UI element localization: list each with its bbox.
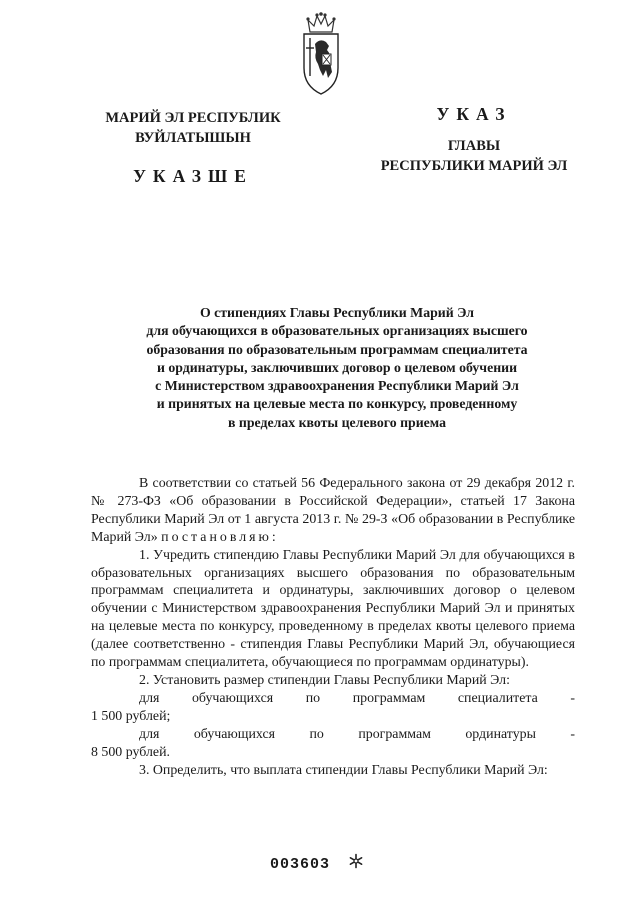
header-right-head: ГЛАВЫ xyxy=(447,138,501,154)
title-line: и ординатуры, заключивших договор о целевом обучении xyxy=(156,359,518,375)
header-left-head: ВУЙЛАТЫШЫН xyxy=(135,130,251,146)
title-line: с Министерством здравоохранения Республики Марий Эл xyxy=(155,378,519,394)
header-right xyxy=(358,104,590,176)
header-left-republic: МАРИЙ ЭЛ РЕСПУБЛИК xyxy=(105,110,281,126)
item-2b-line: для обучающихся по программам ординатуры - xyxy=(139,726,575,742)
header-left-decree: УКАЗШЕ xyxy=(133,166,253,186)
decree-body xyxy=(91,475,575,779)
item-3-paragraph: 3. Определить, что выплата стипендии Главы Республики Марий Эл: xyxy=(139,762,548,778)
item-1-paragraph: 1. Учредить стипендию Главы Республики Марий Эл для обучающихся в образовательных организациях высшего образования по образовательным программам специалитета и ординатуры, заключивших договор о целевом обучении с Министерством здравоохранения Республики Марий Эл и принятых на целевые места по конкурсу, проведенному в пределах квоты целевого приема (далее соответственно - стипендия Главы Республики Марий Эл, обучающиеся по программам специалитета, обучающиеся по программам ординатуры). xyxy=(91,547,575,671)
title-line: О стипендиях Главы Республики Марий Эл xyxy=(199,305,475,320)
item-2a-amount: 1 500 рублей; xyxy=(91,708,171,724)
preamble-text: В соответствии со статьей 56 Федерального закона от 29 декабря 2012 г. № 273-ФЗ «Об образовании в Российской Федерации», статьей 17 Закона Республики Марий Эл от 1 августа 2013 г. № 29-З «Об образовании в Республике Марий Эл» xyxy=(91,476,575,545)
header-right-decree: УКАЗ xyxy=(436,104,512,124)
decree-title xyxy=(104,304,570,432)
item-2-paragraph: 2. Установить размер стипендии Главы Республики Марий Эл: xyxy=(139,672,510,688)
item-2a-line: для обучающихся по программам специалитета - xyxy=(139,690,575,706)
serial-number: 003603 xyxy=(270,856,331,873)
header-left xyxy=(88,108,298,186)
item-2b-amount: 8 500 рублей. xyxy=(91,744,170,760)
title-line: и принятых на целевые места по конкурсу, проведенному xyxy=(156,396,518,412)
preamble-paragraph xyxy=(91,475,575,547)
header-right-republic: РЕСПУБЛИКИ МАРИЙ ЭЛ xyxy=(380,158,568,174)
resolve-word: постановляю: xyxy=(161,529,279,545)
coat-of-arms-emblem xyxy=(296,10,346,96)
snowflake-mark-icon xyxy=(348,853,364,869)
title-line: в пределах квоты целевого приема xyxy=(228,414,446,430)
title-line: для обучающихся в образовательных организациях высшего xyxy=(146,323,528,339)
title-line: образования по образовательным программам специалитета xyxy=(146,341,528,357)
